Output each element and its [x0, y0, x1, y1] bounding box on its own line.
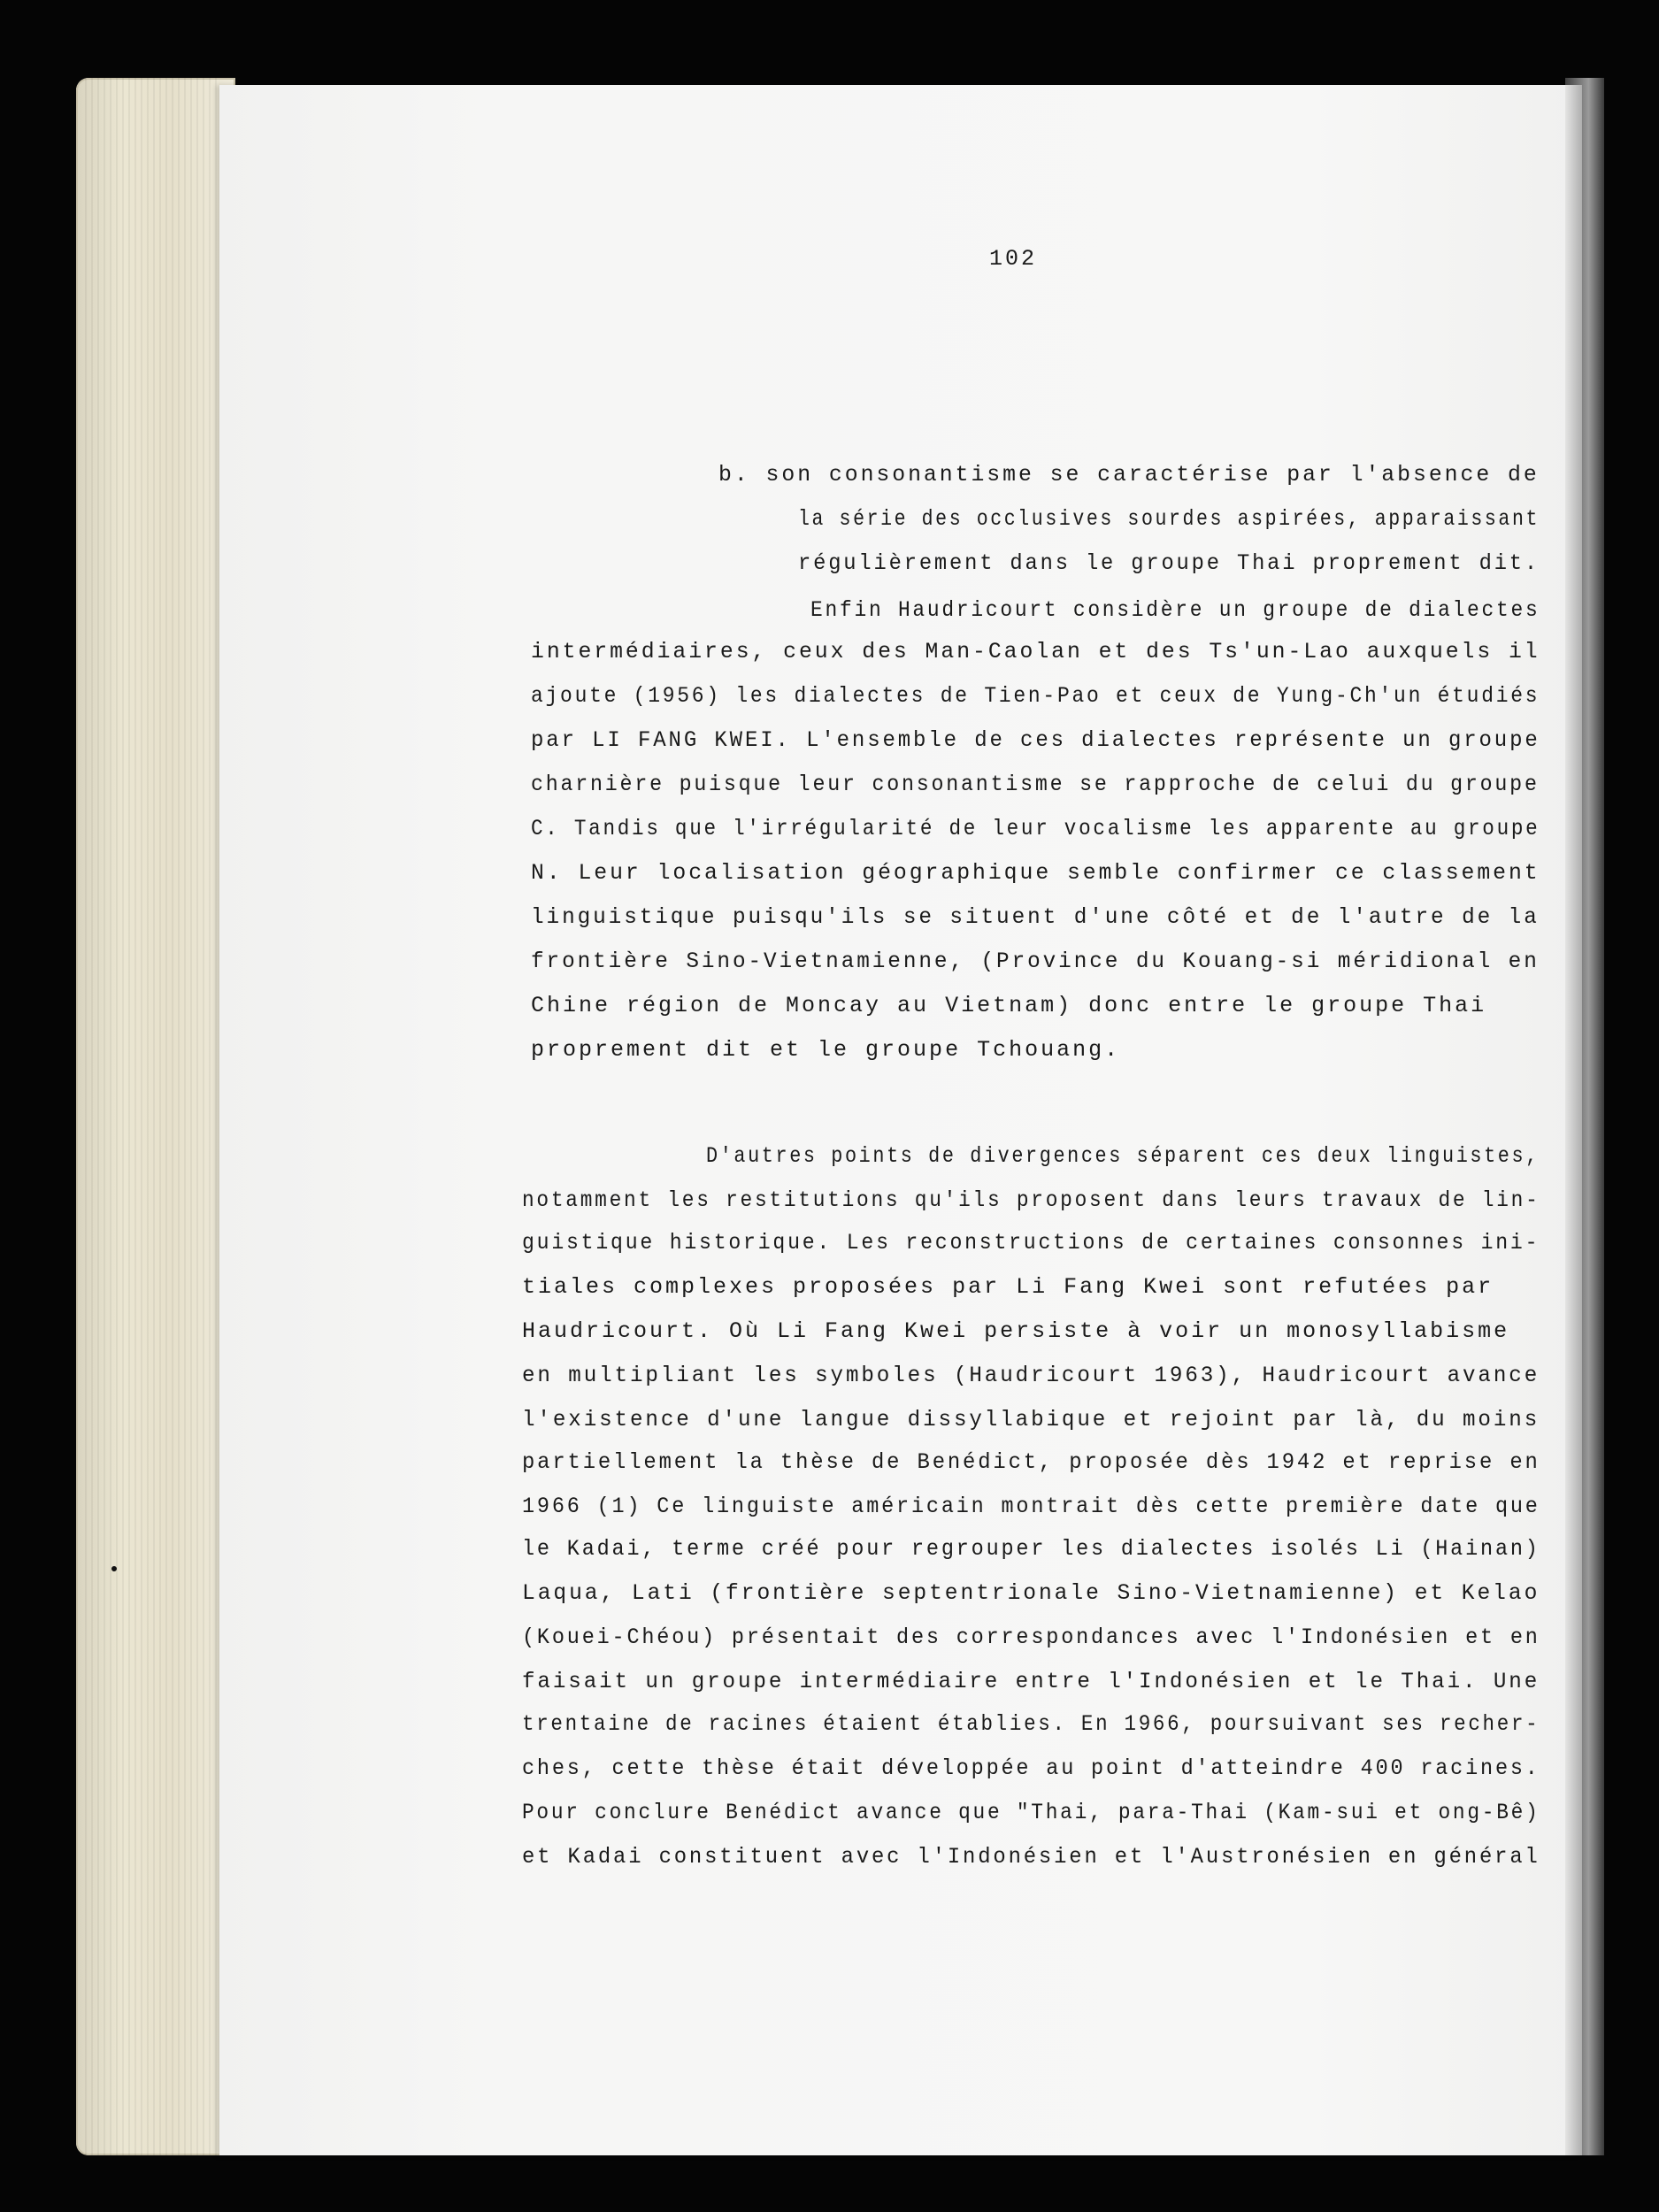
- text-line: D'autres points de divergences séparent ces deux linguistes,: [706, 1143, 1540, 1169]
- text-line: en multipliant les symboles (Haudricourt 1963), Haudricourt avance: [522, 1363, 1540, 1388]
- book-page-edges: [76, 78, 235, 2155]
- text-line: 1966 (1) Ce linguiste américain montrait dès cette première date que: [522, 1494, 1540, 1519]
- text-line: Laqua, Lati (frontière septentrionale Sino-Vietnamienne) et Kelao: [522, 1580, 1540, 1606]
- margin-mark: [111, 1566, 117, 1571]
- text-line: ajoute (1956) les dialectes de Tien-Pao et ceux de Yung-Ch'un étudiés: [531, 683, 1540, 709]
- text-line: (Kouei-Chéou) présentait des correspondances avec l'Indonésien et en: [522, 1624, 1540, 1650]
- text-line: Enfin Haudricourt considère un groupe de dialectes: [810, 597, 1540, 623]
- text-line: C. Tandis que l'irrégularité de leur vocalisme les apparente au groupe: [531, 816, 1540, 841]
- text-line: ches, cette thèse était développée au point d'atteindre 400 racines.: [522, 1755, 1540, 1781]
- text-line: Haudricourt. Où Li Fang Kwei persiste à voir un monosyllabisme: [522, 1318, 1510, 1344]
- text-line: le Kadai, terme créé pour regrouper les dialectes isolés Li (Hainan): [522, 1536, 1540, 1562]
- text-line: trentaine de racines étaient établies. En 1966, poursuivant ses recher-: [522, 1711, 1540, 1737]
- text-line: régulièrement dans le groupe Thai proprement dit.: [798, 550, 1540, 576]
- text-line: et Kadai constituent avec l'Indonésien et l'Austronésien en général: [522, 1844, 1540, 1870]
- text-line: intermédiaires, ceux des Man-Caolan et des Ts'un-Lao auxquels il: [531, 639, 1540, 664]
- text-line: proprement dit et le groupe Tchouang.: [531, 1037, 1121, 1063]
- text-line: partiellement la thèse de Benédict, proposée dès 1942 et reprise en: [522, 1449, 1540, 1475]
- text-line: tiales complexes proposées par Li Fang Kwei sont refutées par: [522, 1274, 1494, 1300]
- text-line: b. son consonantisme se caractérise par l'absence de: [718, 462, 1540, 488]
- spine-shadow: [1565, 78, 1604, 2155]
- text-line: guistique historique. Les reconstructions de certaines consonnes ini-: [522, 1230, 1540, 1256]
- text-line: charnière puisque leur consonantisme se rapproche de celui du groupe: [531, 772, 1540, 797]
- text-line: faisait un groupe intermédiaire entre l'Indonésien et le Thai. Une: [522, 1669, 1540, 1694]
- page-number: 102: [989, 246, 1038, 272]
- text-line: notamment les restitutions qu'ils proposent dans leurs travaux de lin-: [522, 1187, 1540, 1213]
- text-line: N. Leur localisation géographique semble confirmer ce classement: [531, 860, 1540, 886]
- text-line: linguistique puisqu'ils se situent d'une côté et de l'autre de la: [531, 904, 1540, 930]
- text-line: l'existence d'une langue dissyllabique et rejoint par là, du moins: [522, 1407, 1540, 1432]
- text-line: Chine région de Moncay au Vietnam) donc entre le groupe Thai: [531, 993, 1487, 1018]
- text-line: frontière Sino-Vietnamienne, (Province du Kouang-si méridional en: [531, 949, 1540, 974]
- text-line: Pour conclure Benédict avance que "Thai, para-Thai (Kam-sui et ong-Bê): [522, 1800, 1540, 1825]
- text-line: la série des occlusives sourdes aspirées, apparaissant: [798, 506, 1540, 532]
- text-line: par LI FANG KWEI. L'ensemble de ces dialectes représente un groupe: [531, 727, 1540, 753]
